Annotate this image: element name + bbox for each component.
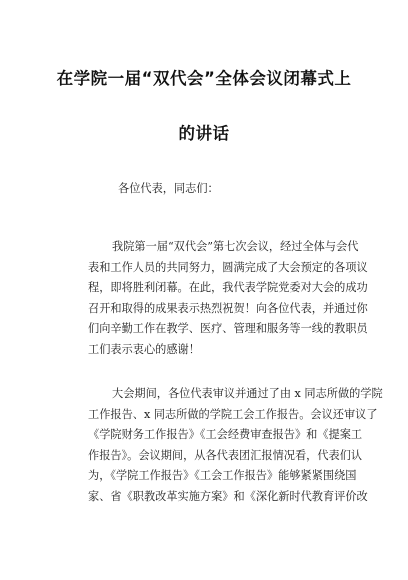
paragraph-line: 召开和取得的成果表示热烈祝贺！向各位代表，并通过你 bbox=[88, 301, 368, 315]
salutation: 各位代表，同志们： bbox=[118, 182, 219, 195]
paragraph-line: 《学院财务工作报告》《工会经费审查报告》和《提案工 bbox=[88, 428, 363, 441]
document-title-line-2: 的讲话 bbox=[178, 124, 230, 143]
paragraph-2 bbox=[88, 384, 383, 507]
paragraph-line: 我院第一届“双代会”第七次会议，经过全体与会代 bbox=[112, 240, 359, 253]
paragraph-line: 大会期间，各位代表审议并通过了由 x 同志所做的学院 bbox=[112, 387, 383, 400]
paragraph-line: 家、省《职教改革实施方案》和《深化新时代教育评价改 bbox=[88, 489, 368, 503]
paragraph-line: 工作报告、x 同志所做的学院工会工作报告。会议还审议了 bbox=[88, 407, 378, 421]
paragraph-line: 作报告》。会议期间，从各代表团汇报情况看，代表们认 bbox=[88, 448, 363, 462]
paragraph-line: 表和工作人员的共同努力，圆满完成了大会预定的各项议 bbox=[88, 260, 368, 274]
paragraph-line: 为，《学院工作报告》《工会工作报告》能够紧紧围绕国 bbox=[88, 469, 357, 482]
document-title-line-1: 在学院一届“双代会”全体会议闭幕式上 bbox=[56, 69, 352, 88]
paragraph-1 bbox=[88, 237, 368, 360]
paragraph-line: 工们表示衷心的感谢！ bbox=[88, 342, 200, 356]
paragraph-line: 程，即将胜利闭幕。在此，我代表学院党委对大会的成功 bbox=[88, 281, 368, 294]
paragraph-line: 们向辛勤工作在教学、医疗、管理和服务等一线的教职员 bbox=[88, 322, 368, 335]
